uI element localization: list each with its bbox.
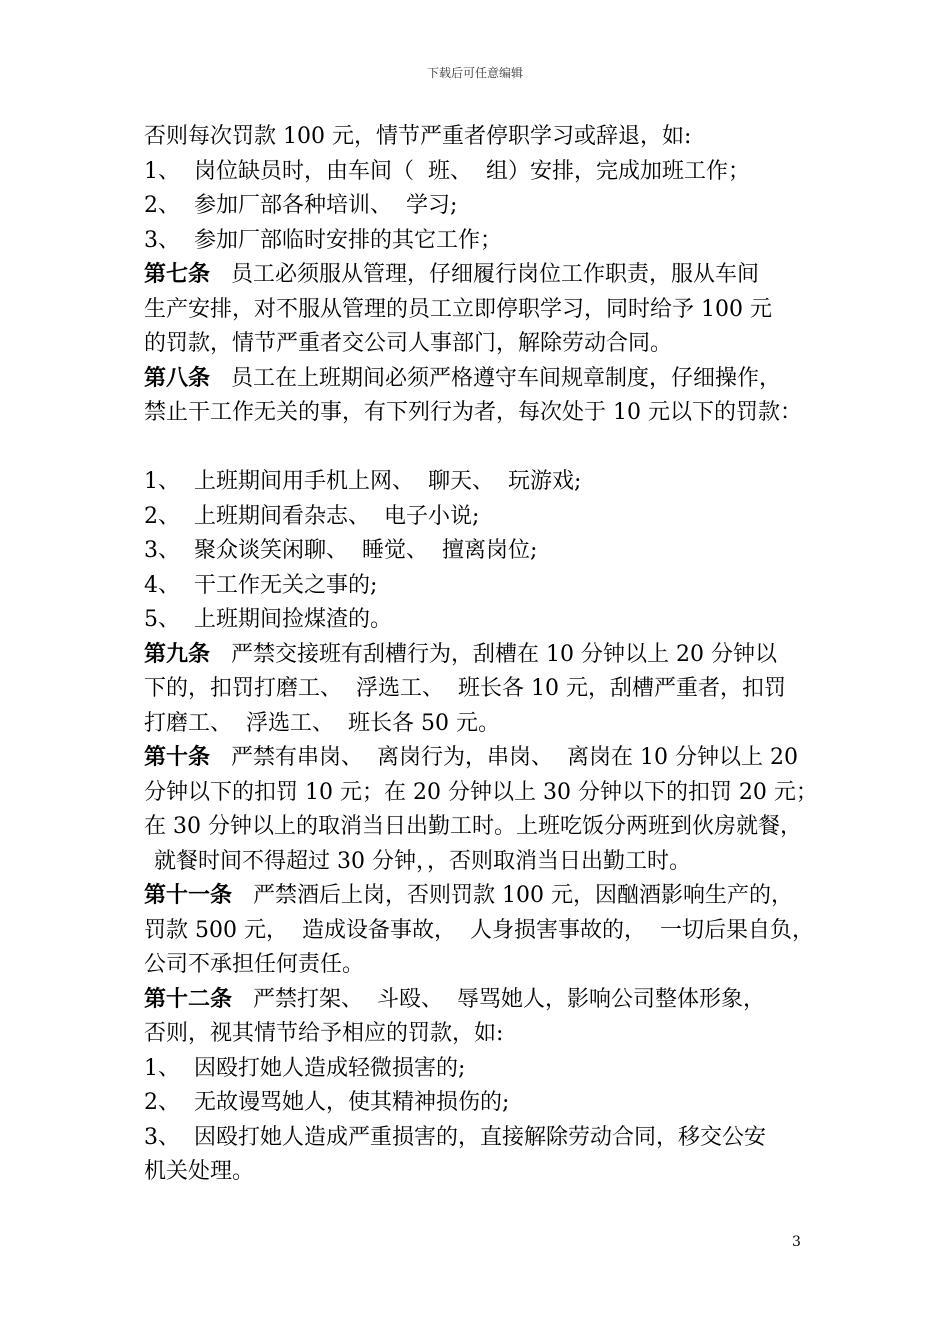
list-item: 2、 参加厂部各种培训、 学习; [144, 193, 458, 218]
list-item: 2、 无故谩骂她人，使其精神损伤的; [144, 1090, 510, 1115]
article-10-text: 严禁有串岗、 离岗行为，串岗、 离岗在 10 分钟以上 20 [231, 745, 798, 770]
list-item: 1、 因殴打她人造成轻微损害的; [144, 1055, 466, 1081]
list-item: 2、 上班期间看杂志、 电子小说; [144, 503, 480, 529]
article-12 [144, 983, 820, 1018]
article-9-title: 第九条 [144, 641, 211, 667]
article-12-text: 严禁打架、 斗殴、 辱骂她人，影响公司整体形象， [253, 986, 765, 1012]
article-7-title: 第七条 [144, 262, 211, 287]
article-10-title: 第十条 [144, 745, 211, 770]
article-11 [144, 879, 820, 914]
document-body [144, 120, 820, 1190]
text-line: 罚款 500 元， 造成设备事故， 人身损害事故的， 一切后果自负， [144, 917, 814, 943]
text-line: 的罚款，情节严重者交公司人事部门，解除劳动合同。 [144, 331, 673, 356]
text-line: 否则，视其情节给予相应的罚款，如: [144, 1021, 504, 1046]
list-item: 3、 聚众谈笑闲聊、 睡觉、 擅离岗位; [144, 538, 538, 563]
header-note: 下载后可任意编辑 [426, 66, 523, 80]
list-item: 4、 干工作无关之事的; [144, 572, 378, 598]
list-item: 5、 上班期间捡煤渣的。 [144, 607, 392, 632]
list-item: 1、 上班期间用手机上网、 聊天、 玩游戏; [144, 469, 582, 494]
article-9 [144, 638, 820, 673]
article-8-text: 员工在上班期间必须严格遵守车间规章制度，仔细操作， [231, 365, 782, 391]
list-item: 3、 因殴打她人造成严重损害的，直接解除劳动合同，移交公安 [144, 1124, 766, 1150]
article-12-title: 第十二条 [144, 986, 233, 1012]
page-number: 3 [792, 1234, 801, 1250]
article-8 [144, 362, 820, 397]
text-line: 机关处理。 [144, 1159, 255, 1184]
list-item: 1、 岗位缺员时，由车间（ 班、 组）安排，完成加班工作； [144, 158, 750, 184]
article-11-title: 第十一条 [144, 883, 233, 908]
list-item: 3、 参加厂部临时安排的其它工作； [144, 227, 502, 253]
text-line: 公司不承担任何责任。 [144, 952, 365, 977]
blank-line [144, 431, 820, 466]
text-line: 否则每次罚款 100 元，情节严重者停职学习或辞退，如: [144, 124, 692, 149]
article-7-text: 员工必须服从管理，仔细履行岗位工作职责，服从车间 [231, 262, 760, 287]
text-line: 生产安排，对不服从管理的员工立即停职学习，同时给予 100 元 [144, 296, 772, 322]
article-11-text: 严禁酒后上岗，否则罚款 100 元，因酗酒影响生产的， [253, 883, 793, 908]
text-line: 下的，扣罚打磨工、 浮选工、 班长各 10 元，刮槽严重者，扣罚 [144, 676, 786, 701]
article-10 [144, 741, 820, 776]
text-line: 在 30 分钟以上的取消当日出勤工时。上班吃饭分两班到伙房就餐， [144, 814, 802, 839]
text-line: 分钟以下的扣罚 10 元；在 20 分钟以上 30 分钟以下的扣罚 20 元； [144, 779, 818, 805]
article-8-title: 第八条 [144, 365, 211, 391]
text-line: 打磨工、 浮选工、 班长各 50 元。 [144, 710, 500, 736]
article-9-text: 严禁交接班有刮槽行为，刮槽在 10 分钟以上 20 分钟以 [231, 641, 777, 667]
text-line: 就餐时间不得超过 30 分钟，，否则取消当日出勤工时。 [154, 848, 691, 874]
article-7 [144, 258, 820, 293]
text-line: 禁止干工作无关的事，有下列行为者，每次处于 10 元以下的罚款： [144, 400, 802, 425]
